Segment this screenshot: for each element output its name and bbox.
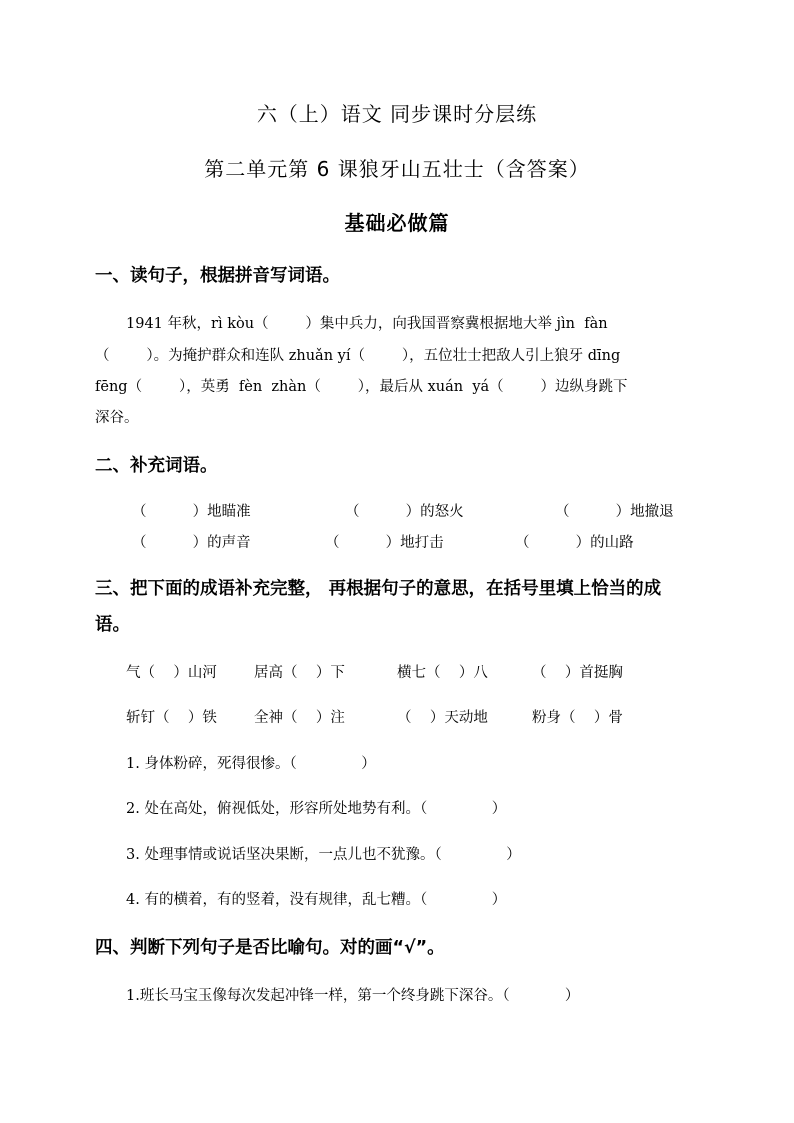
section4-heading: 四、判断下列句子是否比喻句。对的画“√”。 [95,938,445,958]
idiom-item: （ ）首挺胸 [532,665,623,681]
section1-line: 1941 年秋，rì kòu（ ）集中兵力，向我国晋察冀根据地大举 jìn fàn [126,316,608,332]
fill-blank-item: （ ）的山路 [515,535,634,551]
section1-heading: 一、读句子，根据拼音写词语。 [95,266,340,286]
section2-heading: 二、补充词语。 [95,456,218,476]
fill-blank-item: （ ）的声音 [132,535,251,551]
idiom-item: 气（ ）山河 [126,665,217,681]
worksheet-title: 六（上）语文 同步课时分层练 [256,102,538,126]
section3-heading-cont: 语。 [95,615,130,635]
question-item: 4. 有的横着，有的竖着，没有规律，乱七糟。（ ） [126,892,507,908]
idiom-item: 粉身（ ）骨 [532,710,623,726]
fill-blank-item: （ ）地瞄准 [132,504,251,520]
idiom-item: 横七（ ）八 [397,665,488,681]
section1-line: 深谷。 [95,410,139,426]
idiom-item: 居高（ ）下 [254,665,345,681]
section-label: 基础必做篇 [344,211,450,235]
idiom-item: （ ）天动地 [397,710,488,726]
lesson-title: 第二单元第 6 课狼牙山五壮士（含答案） [204,157,590,181]
section1-line: （ ）。为掩护群众和连队 zhuǎn yí（ ），五位壮士把敌人引上狼牙 dīng [95,348,621,364]
section1-line: fēng（ ），英勇 fèn zhàn（ ），最后从 xuán yá（ ）边纵身跳下 [95,379,628,395]
question-item: 3. 处理事情或说话坚决果断，一点儿也不犹豫。（ ） [126,847,521,863]
fill-blank-item: （ ）地撤退 [555,504,674,520]
question-item: 2. 处在高处，俯视低处，形容所处地势有利。（ ） [126,801,507,817]
question-item: 1. 身体粉碎，死得很惨。（ ） [126,756,376,772]
section3-heading: 三、把下面的成语补充完整， 再根据句子的意思，在括号里填上恰当的成 [95,579,662,599]
fill-blank-item: （ ）地打击 [325,535,444,551]
idiom-item: 全神（ ）注 [254,710,345,726]
idiom-item: 斩钉（ ）铁 [126,710,217,726]
question-item: 1.班长马宝玉像每次发起冲锋一样，第一个终身跳下深谷。（ ） [126,988,580,1004]
fill-blank-item: （ ）的怒火 [345,504,464,520]
